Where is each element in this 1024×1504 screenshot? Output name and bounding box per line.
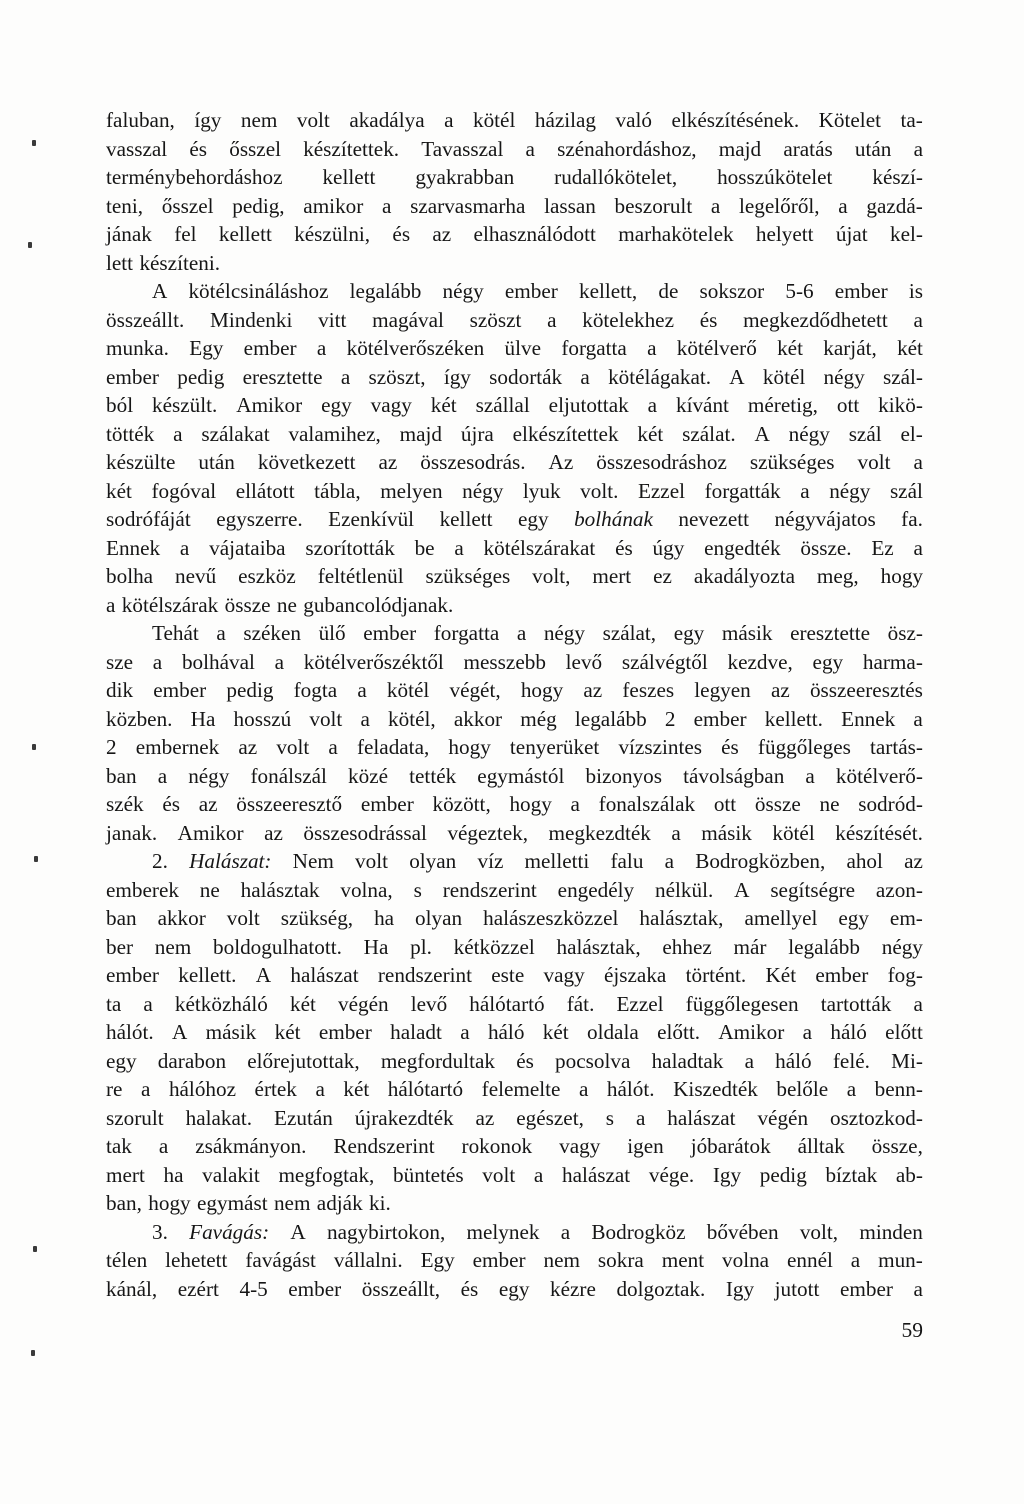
- text-line: sze a bolhával a kötélverőszéktől messzebb levő szálvégtől kezdve, egy harma-: [106, 649, 923, 674]
- text-line: két fogóval ellátott tábla, melyen négy lyuk volt. Ezzel forgatták a négy szál: [106, 478, 923, 503]
- text-line: A kötélcsináláshoz legalább négy ember kellett, de sokszor 5-6 ember is: [152, 279, 923, 303]
- text-line: emberek ne halásztak volna, s rendszerint engedély nélkül. A segítségre azon-: [106, 877, 923, 902]
- scan-speck: [34, 856, 38, 862]
- text-line: lett készíteni.: [106, 250, 221, 275]
- text-line: szék és az összeeresztő ember között, hogy a fonalszálak ott össze ne sodród-: [106, 792, 923, 816]
- text-line: sodrófáját egyszerre. Ezenkívül kellett egy bolhának nevezett négyvájatos fa.: [106, 507, 923, 531]
- body-text: [106, 106, 923, 1303]
- text-line: faluban, így nem volt akadálya a kötél házilag való elkészítésének. Kötelet ta-: [106, 108, 923, 132]
- text-line: közben. Ha hosszú volt a kötél, akkor még legalább 2 ember kellett. Ennek a: [106, 706, 923, 731]
- scan-speck: [32, 744, 36, 750]
- text-line: összeállt. Mindenki vitt magával szöszt a kötelekhez és megkezdődhetett a: [106, 307, 923, 332]
- text-line: készülte után következett az összesodrás. Az összesodráshoz szükséges volt a: [106, 450, 923, 474]
- text-line: Tehát a széken ülő ember forgatta a négy szálat, egy másik eresztette ösz-: [152, 621, 923, 645]
- scan-speck: [31, 1350, 35, 1356]
- scan-speck: [28, 242, 32, 248]
- text-line: teni, ősszel pedig, amikor a szarvasmarha lassan beszorult a legelőről, a gazdá-: [106, 193, 923, 218]
- text-line: a kötélszárak össze ne gubancolódjanak.: [106, 592, 454, 617]
- text-line: kánál, ezért 4-5 ember összeállt, és egy kézre dolgoztak. Igy jutott ember a: [106, 1276, 923, 1301]
- text-line: terménybehordáshoz kellett gyakrabban rudallókötelet, hosszúkötelet készí-: [106, 165, 923, 189]
- text-line: jának fel kellett készülni, és az elhasználódott marhakötelek helyett újat kel-: [106, 222, 923, 246]
- text-line: ban, hogy egymást nem adják ki.: [106, 1191, 391, 1215]
- text-line: Ennek a vájataiba szorították be a kötélszárakat és úgy engedték össze. Ez a: [106, 535, 923, 560]
- text-line: munka. Egy ember a kötélverőszéken ülve forgatta a kötélverő két karját, két: [106, 336, 923, 360]
- text-line: ember pedig eresztette a szöszt, így sodorták a kötélágakat. A kötél négy szál-: [106, 364, 923, 389]
- text-line: tötték a szálakat valamihez, majd újra elkészítettek két szálat. A négy szál el-: [106, 421, 923, 446]
- text-line: janak. Amikor az összesodrással végeztek, megkezdték a másik kötél készítését.: [106, 820, 923, 845]
- text-line: ból készült. Amikor egy vagy két szállal eljutottak a kívánt méretig, ott kikö-: [106, 393, 923, 417]
- text-line: mert ha valakit megfogtak, büntetés volt a halászat vége. Igy pedig bíztak ab-: [106, 1162, 923, 1187]
- text-line: bolha nevű eszköz feltétlenül szükséges volt, mert ez akadályozta meg, hogy: [106, 564, 923, 588]
- text-line: vasszal és ősszel készítettek. Tavasszal a szénahordáshoz, majd aratás után a: [106, 136, 923, 161]
- text-line: ber nem boldogulhatott. Ha pl. kétközzel halásztak, ehhez már legalább négy: [106, 934, 923, 959]
- text-line: dik ember pedig fogta a kötél végét, hogy az feszes legyen az összeeresztés: [106, 678, 923, 702]
- scan-speck: [33, 1246, 37, 1252]
- text-line: 2. Halászat: Nem volt olyan víz melletti falu a Bodrogközben, ahol az: [152, 849, 923, 873]
- text-line: egy darabon előrejutottak, megfordultak és pocsolva haladtak a háló felé. Mi-: [106, 1048, 923, 1073]
- text-line: télen lehetett favágást vállalni. Egy ember nem sokra ment volna ennél a mun-: [106, 1248, 923, 1272]
- text-line: szorult halakat. Ezután újrakezdték az egészet, s a halászat végén osztozkod-: [106, 1105, 923, 1130]
- text-line: ta a kétközháló két végén levő hálótartó fát. Ezzel függőlegesen tartották a: [106, 991, 923, 1016]
- text-line: 2 embernek az volt a feladata, hogy tenyerüket vízszintes és függőleges tartás-: [106, 735, 923, 759]
- text-line: re a hálóhoz értek a két hálótartó felemelte a hálót. Kiszedték belőle a benn-: [106, 1077, 923, 1101]
- text-line: 3. Favágás: A nagybirtokon, melynek a Bodrogköz bővében volt, minden: [152, 1219, 923, 1244]
- text-line: ban a négy fonálszál közé tették egymástól bizonyos távolságban a kötélverő-: [106, 763, 923, 788]
- text-line: tak a zsákmányon. Rendszerint rokonok vagy igen jóbarátok álltak össze,: [106, 1134, 923, 1158]
- text-line: hálót. A másik két ember haladt a háló két oldala előtt. Amikor a háló előtt: [106, 1020, 923, 1044]
- text-line: ember kellett. A halászat rendszerint este vagy éjszaka történt. Két ember fog-: [106, 963, 923, 987]
- scan-speck: [32, 140, 36, 146]
- page-number: 59: [901, 1318, 923, 1342]
- text-line: ban akkor volt szükség, ha olyan halászeszközzel halásztak, amellyel egy em-: [106, 906, 923, 930]
